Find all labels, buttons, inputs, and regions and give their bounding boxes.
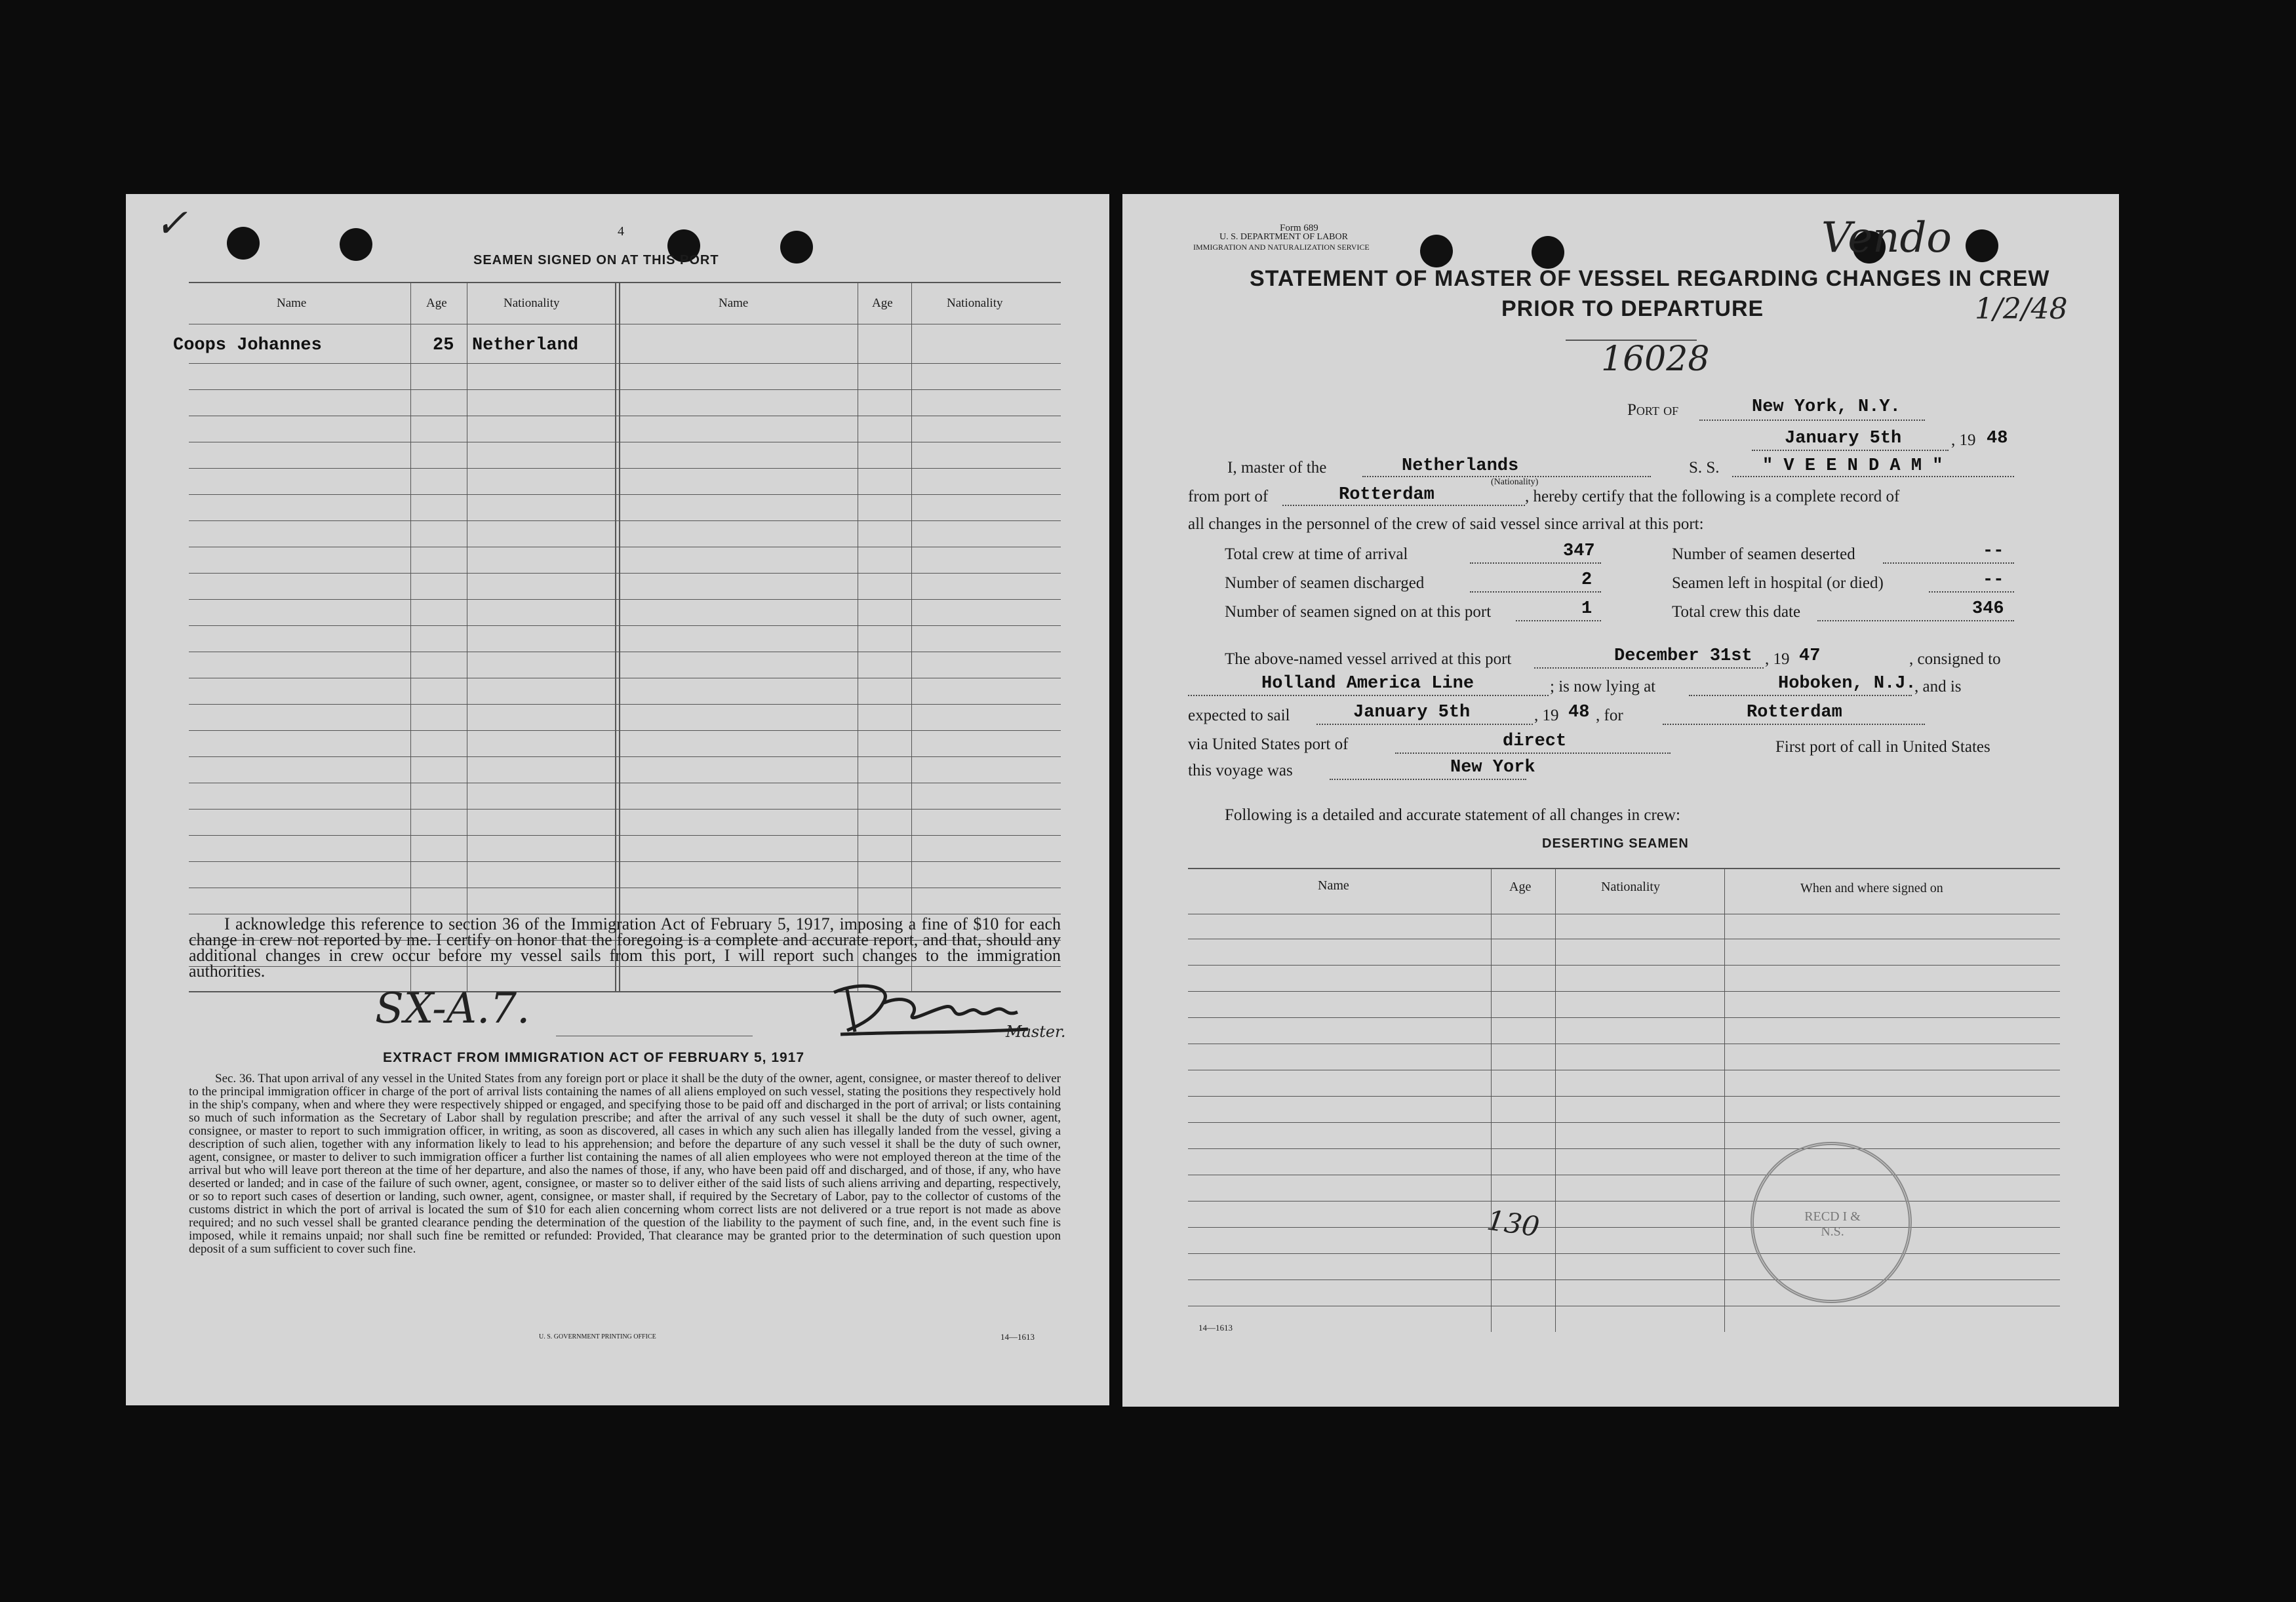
header-when-where: When and where signed on bbox=[1800, 881, 1943, 895]
hospital-label: Seamen left in hospital (or died) bbox=[1672, 574, 1884, 592]
expected-text: expected to sail bbox=[1188, 707, 1290, 724]
port-line bbox=[1699, 420, 1925, 421]
sail-year-prefix: , 19 bbox=[1534, 707, 1559, 724]
seaman-age: 25 bbox=[433, 336, 454, 355]
and-is-text: , and is bbox=[1914, 678, 1962, 695]
table-rule-line bbox=[189, 704, 1061, 705]
year-prefix: , 19 bbox=[1951, 431, 1976, 449]
table-rule-line bbox=[189, 494, 1061, 495]
table-border bbox=[1188, 868, 2060, 869]
master-text: I, master of the bbox=[1227, 459, 1327, 477]
arrival-date-line bbox=[1534, 667, 1764, 669]
deserted-label: Number of seamen deserted bbox=[1672, 545, 1855, 563]
seaman-nationality: Netherland bbox=[472, 336, 579, 355]
table-rule-line bbox=[1188, 1096, 2060, 1097]
total-today: 346 bbox=[1972, 599, 2004, 619]
handwritten-130: 130 bbox=[1484, 1203, 1542, 1243]
first-port: New York bbox=[1450, 758, 1535, 777]
form-number: Form 689 bbox=[1280, 223, 1318, 233]
arrival-date: December 31st bbox=[1614, 646, 1752, 666]
printer-credit: U. S. GOVERNMENT PRINTING OFFICE bbox=[539, 1333, 656, 1340]
lying-at: Hoboken, N.J. bbox=[1778, 674, 1916, 694]
stat-line bbox=[1817, 620, 2014, 621]
total-crew-arrival: 347 bbox=[1563, 541, 1595, 561]
master-label: Master. bbox=[1006, 1023, 1066, 1041]
for-text: , for bbox=[1596, 707, 1623, 724]
nationality-value: Netherlands bbox=[1402, 456, 1519, 476]
via-port: direct bbox=[1503, 732, 1567, 751]
table-rule-line bbox=[189, 730, 1061, 731]
first-port-line bbox=[1330, 779, 1526, 780]
destination: Rotterdam bbox=[1747, 703, 1842, 722]
signed-on-label: Number of seamen signed on at this port bbox=[1225, 603, 1492, 621]
certify-text: , hereby certify that the following is a complete record of bbox=[1525, 488, 1900, 505]
table-rule-line bbox=[1188, 1017, 2060, 1018]
deserting-title: DESERTING SEAMEN bbox=[1542, 836, 1689, 851]
arrival-year-prefix: , 19 bbox=[1765, 650, 1790, 668]
left-page bbox=[126, 194, 1109, 1405]
header-name: Name bbox=[277, 296, 307, 310]
handwritten-mark: SX-A.7. bbox=[375, 985, 530, 1033]
arrived-text: The above-named vessel arrived at this port bbox=[1225, 650, 1512, 668]
form-code: 14—1613 bbox=[1198, 1323, 1233, 1333]
table-rule-line bbox=[189, 756, 1061, 757]
header-name: Name bbox=[1318, 878, 1349, 893]
column-divider bbox=[1555, 868, 1556, 1332]
following-text: Following is a detailed and accurate statement of all changes in crew: bbox=[1225, 806, 1680, 824]
table-rule-line bbox=[189, 599, 1061, 600]
from-port-label: from port of bbox=[1188, 488, 1269, 505]
table-rule-line bbox=[189, 520, 1061, 521]
sail-year: 48 bbox=[1568, 703, 1590, 722]
stat-line bbox=[1516, 620, 1601, 621]
table-rule-line bbox=[1188, 1201, 2060, 1202]
nationality-caption: (Nationality) bbox=[1491, 477, 1539, 487]
lying-text: ; is now lying at bbox=[1550, 678, 1656, 695]
table-rule-line bbox=[189, 468, 1061, 469]
header-nationality: Nationality bbox=[947, 296, 1003, 310]
discharged-label: Number of seamen discharged bbox=[1225, 574, 1425, 592]
sail-date: January 5th bbox=[1353, 703, 1471, 722]
total-crew-arrival-label: Total crew at time of arrival bbox=[1225, 545, 1408, 563]
column-divider bbox=[615, 282, 616, 991]
via-line bbox=[1395, 752, 1671, 754]
handwritten-date: 1/2/48 bbox=[1975, 292, 2068, 326]
table-rule-line bbox=[189, 835, 1061, 836]
column-divider bbox=[410, 282, 411, 991]
destination-line bbox=[1663, 724, 1925, 725]
column-divider bbox=[1724, 868, 1725, 1332]
column-divider bbox=[619, 282, 620, 991]
voyage-text: this voyage was bbox=[1188, 762, 1293, 779]
column-divider bbox=[1491, 868, 1492, 1332]
table-rule-line bbox=[1188, 991, 2060, 992]
punch-hole bbox=[780, 231, 813, 264]
year-value: 48 bbox=[1987, 429, 2008, 448]
header-age: Age bbox=[426, 296, 447, 310]
vessel-line bbox=[1732, 476, 2014, 477]
punch-hole bbox=[1532, 236, 1564, 269]
punch-hole bbox=[1966, 229, 1998, 262]
from-port-value: Rotterdam bbox=[1339, 485, 1435, 505]
stat-line bbox=[1470, 591, 1601, 593]
hospital: -- bbox=[1983, 570, 2004, 590]
lying-line bbox=[1689, 695, 1912, 696]
section-36-text: Sec. 36. That upon arrival of any vessel in the United States from any foreign port or place it shall be the duty of the owner, agent, consignee, or master thereof to deliver to the principal immigration officer in charge of the port of arrival lists containing the names of all aliens employed on such vessel, stating the positions they respectively hold in the ship's company, when and where they were respectively shipped or engaged, and specifying those to be paid off and discharged in the port of arrival; or lists containing so much of such information as the Secretary of Labor shall by regulation prescribe; and after the arrival of any such vessel it shall be the duty of such owner, agent, consignee, or master to report to such immigration officer, in writing, as soon as discovered, all cases in which any such alien has illegally landed from the vessel, giving a description of such alien, together with any information likely to lead to his apprehension; and before the departure of any such vessel it shall be the duty of such owner, agent, consignee, or master to deliver to such immigration officer a further list containing the names of all alien employees who were not employed thereon at the time of the arrival but who will leave port thereon at the time of her departure, and also the names of those, if any, who have been paid off and discharged, and of those, if any, who have deserted or landed; and in case of the failure of such owner, agent, consignee, or master so to deliver either of the said lists of such aliens arriving and departing, respectively, or so to report such cases of desertion or landing, such owner, agent, consignee, or master shall, if required by the Secretary of Labor, pay to the collector of customs of the customs district in which the port of arrival is located the sum of $10 for each alien concerning whom correct lists are not delivered or a true report is not made as above required; and no such vessel shall be granted clearance pending the determination of the question of the liability to the payment of such fine, and, in the event such fine is imposed, while it remains unpaid; nor shall such fine be remitted or refunded: Provided, That clearance may be granted prior to the determination of such question upon deposit of a sum sufficient to cover such fine. bbox=[189, 1072, 1061, 1256]
consignee: Holland America Line bbox=[1261, 674, 1475, 694]
consignee-line bbox=[1188, 695, 1549, 696]
arrival-year: 47 bbox=[1799, 646, 1821, 666]
punch-hole bbox=[340, 228, 372, 261]
port-value: New York, N.Y. bbox=[1752, 397, 1901, 417]
stat-line bbox=[1929, 591, 2014, 593]
table-rule-line bbox=[189, 573, 1061, 574]
table-rule-line bbox=[1188, 1227, 2060, 1228]
form-code: 14—1613 bbox=[1000, 1332, 1035, 1342]
sail-date-line bbox=[1316, 724, 1533, 725]
signed-on: 1 bbox=[1581, 599, 1593, 619]
via-text: via United States port of bbox=[1188, 735, 1349, 753]
table-rule-line bbox=[189, 809, 1061, 810]
column-divider bbox=[911, 282, 912, 991]
table-rule-line bbox=[1188, 1253, 2060, 1254]
header-age: Age bbox=[872, 296, 893, 310]
consigned-text: , consigned to bbox=[1909, 650, 2001, 668]
ss-label: S. S. bbox=[1689, 459, 1720, 477]
discharged: 2 bbox=[1581, 570, 1593, 590]
port-label: Port of bbox=[1627, 401, 1679, 419]
section-title: SEAMEN SIGNED ON AT THIS PORT bbox=[473, 253, 719, 267]
certify-text-2: all changes in the personnel of the crew of said vessel since arrival at this port: bbox=[1188, 515, 1704, 533]
checkmark: ✓ bbox=[155, 201, 188, 246]
vessel-name: " V E E N D A M " bbox=[1762, 456, 1943, 476]
total-today-label: Total crew this date bbox=[1672, 603, 1801, 621]
service: IMMIGRATION AND NATURALIZATION SERVICE bbox=[1193, 243, 1370, 252]
from-port-line bbox=[1282, 505, 1525, 506]
stamp-text: RECD I & N.S. bbox=[1804, 1209, 1861, 1239]
table-border bbox=[189, 282, 1061, 283]
table-rule-line bbox=[189, 861, 1061, 862]
date-value: January 5th bbox=[1785, 429, 1902, 448]
right-page bbox=[1122, 194, 2119, 1407]
header-age: Age bbox=[1509, 880, 1532, 894]
table-rule-line bbox=[189, 625, 1061, 626]
table-rule-line bbox=[1188, 1148, 2060, 1149]
punch-hole bbox=[1420, 235, 1453, 267]
header-nationality: Nationality bbox=[1601, 880, 1660, 894]
table-rule-line bbox=[1188, 1122, 2060, 1123]
table-rule-line bbox=[189, 389, 1061, 390]
acknowledgement-text: I acknowledge this reference to section 36 of the Immigration Act of February 5, 1917, imposing a fine of $10 for each change in crew not reported by me. I certify on honor that the foregoing is a complete and accurate report, and that, should any additional changes in crew occur before my vessel sails from this port, I will report such changes to the immigration authorities. bbox=[189, 914, 1061, 981]
first-port-text: First port of call in United States bbox=[1775, 738, 1990, 756]
handwritten-vessel-note: Vendo bbox=[1821, 214, 1952, 262]
stat-line bbox=[1470, 562, 1601, 564]
department: U. S. DEPARTMENT OF LABOR bbox=[1219, 232, 1348, 242]
seaman-name: Coops Johannes bbox=[173, 336, 322, 355]
header-name: Name bbox=[719, 296, 749, 310]
extract-title: EXTRACT FROM IMMIGRATION ACT OF FEBRUARY 5, 1917 bbox=[383, 1050, 805, 1065]
stat-line bbox=[1883, 562, 2014, 564]
deserted: -- bbox=[1983, 541, 2004, 561]
header-nationality: Nationality bbox=[504, 296, 560, 310]
date-line bbox=[1752, 450, 1949, 451]
receipt-stamp bbox=[1751, 1142, 1912, 1303]
form-title: STATEMENT OF MASTER OF VESSEL REGARDING CHANGES IN CREW bbox=[1250, 266, 2050, 291]
table-rule-line bbox=[189, 363, 1061, 364]
form-subtitle: PRIOR TO DEPARTURE bbox=[1501, 296, 1764, 321]
handwritten-number: 16028 bbox=[1601, 340, 1710, 379]
page-number: 4 bbox=[618, 224, 624, 239]
punch-hole bbox=[227, 227, 260, 260]
table-rule-line bbox=[1188, 965, 2060, 966]
